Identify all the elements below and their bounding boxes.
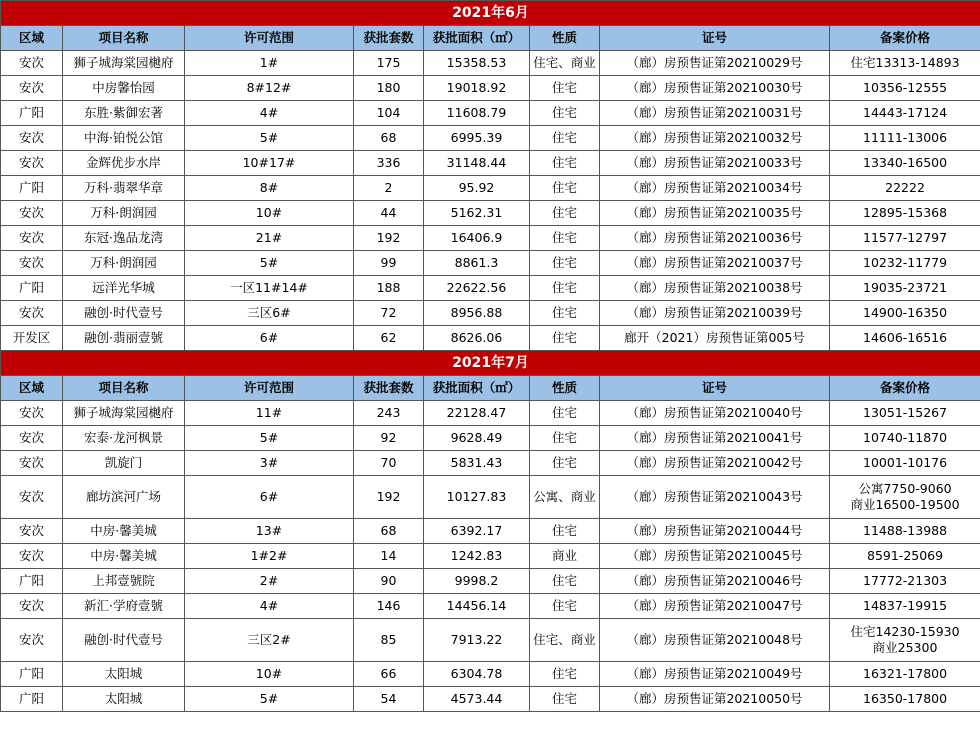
price-cell: [830, 662, 980, 687]
license-cell: （廊）房预售证第20210032号: [600, 126, 830, 151]
price-line: 10356-12555: [863, 80, 948, 95]
type-cell: 住宅: [530, 569, 600, 594]
column-header: 区域: [1, 26, 63, 51]
section-title-row: [1, 1, 980, 26]
section-title: 2021年6月: [1, 1, 980, 26]
area-cell: 安次: [1, 201, 63, 226]
size-cell: 6304.78: [424, 662, 530, 687]
type-cell: 住宅: [530, 276, 600, 301]
units-cell: 175: [354, 51, 424, 76]
section-title-row: [1, 351, 980, 376]
area-cell: 安次: [1, 251, 63, 276]
type-cell: 住宅、商业: [530, 51, 600, 76]
size-cell: 95.92: [424, 176, 530, 201]
license-cell: （廊）房预售证第20210037号: [600, 251, 830, 276]
area-cell: 广阳: [1, 101, 63, 126]
type-cell: 住宅: [530, 251, 600, 276]
size-cell: 8626.06: [424, 326, 530, 351]
price-line: 11111-13006: [863, 130, 948, 145]
area-cell: 安次: [1, 76, 63, 101]
table-row: [1, 51, 980, 76]
column-header: 获批面积（㎡）: [424, 26, 530, 51]
project-name-cell: 东胜·紫御宏著: [63, 101, 185, 126]
area-cell: 安次: [1, 301, 63, 326]
size-cell: 9998.2: [424, 569, 530, 594]
size-cell: 14456.14: [424, 594, 530, 619]
scope-cell: 4#: [185, 594, 354, 619]
price-cell: [830, 476, 980, 519]
table-row: [1, 662, 980, 687]
scope-cell: 3#: [185, 451, 354, 476]
price-cell: [830, 301, 980, 326]
price-line: 10740-11870: [863, 430, 948, 445]
license-cell: （廊）房预售证第20210041号: [600, 426, 830, 451]
price-cell: [830, 176, 980, 201]
scope-cell: 10#17#: [185, 151, 354, 176]
type-cell: 住宅: [530, 662, 600, 687]
area-cell: 安次: [1, 426, 63, 451]
scope-cell: 一区11#14#: [185, 276, 354, 301]
scope-cell: 1#2#: [185, 544, 354, 569]
table-row: [1, 569, 980, 594]
price-line: 商业25300: [872, 640, 938, 655]
units-cell: 92: [354, 426, 424, 451]
area-cell: 安次: [1, 519, 63, 544]
area-cell: 安次: [1, 51, 63, 76]
type-cell: 住宅: [530, 151, 600, 176]
license-cell: （廊）房预售证第20210042号: [600, 451, 830, 476]
project-name-cell: 中房馨怡园: [63, 76, 185, 101]
units-cell: 70: [354, 451, 424, 476]
project-name-cell: 中海·铂悦公馆: [63, 126, 185, 151]
table-row: [1, 544, 980, 569]
units-cell: 192: [354, 476, 424, 519]
scope-cell: 5#: [185, 251, 354, 276]
units-cell: 72: [354, 301, 424, 326]
units-cell: 90: [354, 569, 424, 594]
column-header: 项目名称: [63, 26, 185, 51]
table-row: [1, 176, 980, 201]
project-name-cell: 凯旋门: [63, 451, 185, 476]
price-cell: [830, 101, 980, 126]
area-cell: 安次: [1, 151, 63, 176]
units-cell: 99: [354, 251, 424, 276]
size-cell: 22622.56: [424, 276, 530, 301]
price-cell: [830, 251, 980, 276]
table-row: [1, 251, 980, 276]
area-cell: 广阳: [1, 176, 63, 201]
price-cell: [830, 51, 980, 76]
license-cell: （廊）房预售证第20210047号: [600, 594, 830, 619]
table-row: [1, 226, 980, 251]
type-cell: 住宅: [530, 326, 600, 351]
scope-cell: 6#: [185, 476, 354, 519]
area-cell: 安次: [1, 226, 63, 251]
license-cell: （廊）房预售证第20210029号: [600, 51, 830, 76]
size-cell: 19018.92: [424, 76, 530, 101]
table-row: [1, 101, 980, 126]
scope-cell: 13#: [185, 519, 354, 544]
scope-cell: 1#: [185, 51, 354, 76]
project-name-cell: 远洋光华城: [63, 276, 185, 301]
table-row: [1, 476, 980, 519]
price-cell: [830, 451, 980, 476]
project-name-cell: 东冠·逸品龙湾: [63, 226, 185, 251]
price-line: 10001-10176: [863, 455, 948, 470]
price-line: 13051-15267: [863, 405, 948, 420]
units-cell: 62: [354, 326, 424, 351]
header-row: [1, 26, 980, 51]
column-header: 备案价格: [830, 26, 980, 51]
license-cell: （廊）房预售证第20210038号: [600, 276, 830, 301]
license-cell: （廊）房预售证第20210043号: [600, 476, 830, 519]
size-cell: 31148.44: [424, 151, 530, 176]
units-cell: 68: [354, 126, 424, 151]
price-line: 11577-12797: [863, 230, 948, 245]
column-header: 性质: [530, 376, 600, 401]
price-cell: [830, 544, 980, 569]
column-header: 备案价格: [830, 376, 980, 401]
project-name-cell: 万科·翡翠华章: [63, 176, 185, 201]
license-cell: （廊）房预售证第20210046号: [600, 569, 830, 594]
size-cell: 22128.47: [424, 401, 530, 426]
license-cell: （廊）房预售证第20210039号: [600, 301, 830, 326]
table-body: [1, 1, 980, 712]
scope-cell: 11#: [185, 401, 354, 426]
project-name-cell: 万科·朗润园: [63, 251, 185, 276]
price-line: 住宅14230-15930: [850, 624, 960, 639]
type-cell: 住宅: [530, 594, 600, 619]
column-header: 性质: [530, 26, 600, 51]
units-cell: 180: [354, 76, 424, 101]
units-cell: 85: [354, 619, 424, 662]
size-cell: 9628.49: [424, 426, 530, 451]
license-cell: （廊）房预售证第20210048号: [600, 619, 830, 662]
price-line: 公寓7750-9060: [858, 481, 952, 496]
project-name-cell: 廊坊滨河广场: [63, 476, 185, 519]
price-line: 12895-15368: [863, 205, 948, 220]
units-cell: 336: [354, 151, 424, 176]
type-cell: 住宅: [530, 226, 600, 251]
size-cell: 8861.3: [424, 251, 530, 276]
units-cell: 2: [354, 176, 424, 201]
price-line: 17772-21303: [863, 573, 948, 588]
type-cell: 住宅: [530, 201, 600, 226]
price-cell: [830, 401, 980, 426]
price-line: 10232-11779: [863, 255, 948, 270]
area-cell: 广阳: [1, 687, 63, 712]
price-line: 14606-16516: [863, 330, 948, 345]
table-row: [1, 276, 980, 301]
units-cell: 104: [354, 101, 424, 126]
size-cell: 8956.88: [424, 301, 530, 326]
price-cell: [830, 687, 980, 712]
column-header: 证号: [600, 26, 830, 51]
project-name-cell: 中房·馨美城: [63, 544, 185, 569]
size-cell: 4573.44: [424, 687, 530, 712]
units-cell: 66: [354, 662, 424, 687]
area-cell: 广阳: [1, 662, 63, 687]
size-cell: 15358.53: [424, 51, 530, 76]
scope-cell: 5#: [185, 426, 354, 451]
table-row: [1, 301, 980, 326]
project-name-cell: 融创·时代壹号: [63, 619, 185, 662]
project-name-cell: 融创·时代壹号: [63, 301, 185, 326]
table-row: [1, 126, 980, 151]
area-cell: 安次: [1, 544, 63, 569]
units-cell: 188: [354, 276, 424, 301]
license-cell: （廊）房预售证第20210034号: [600, 176, 830, 201]
project-name-cell: 万科·朗润园: [63, 201, 185, 226]
price-cell: [830, 226, 980, 251]
license-cell: （廊）房预售证第20210031号: [600, 101, 830, 126]
price-line: 住宅13313-14893: [850, 55, 960, 70]
price-cell: [830, 569, 980, 594]
price-line: 22222: [885, 180, 925, 195]
project-name-cell: 新汇·学府壹號: [63, 594, 185, 619]
table-row: [1, 426, 980, 451]
units-cell: 192: [354, 226, 424, 251]
table-row: [1, 594, 980, 619]
units-cell: 146: [354, 594, 424, 619]
project-name-cell: 金辉优步水岸: [63, 151, 185, 176]
size-cell: 11608.79: [424, 101, 530, 126]
column-header: 获批套数: [354, 26, 424, 51]
price-cell: [830, 326, 980, 351]
scope-cell: 5#: [185, 126, 354, 151]
license-cell: （廊）房预售证第20210030号: [600, 76, 830, 101]
license-cell: （廊）房预售证第20210035号: [600, 201, 830, 226]
size-cell: 6392.17: [424, 519, 530, 544]
table-row: [1, 687, 980, 712]
table-row: [1, 451, 980, 476]
area-cell: 安次: [1, 401, 63, 426]
project-name-cell: 上邦壹號院: [63, 569, 185, 594]
project-name-cell: 狮子城海棠园樾府: [63, 51, 185, 76]
type-cell: 住宅: [530, 176, 600, 201]
table-row: [1, 519, 980, 544]
price-line: 14900-16350: [863, 305, 948, 320]
area-cell: 安次: [1, 619, 63, 662]
scope-cell: 10#: [185, 201, 354, 226]
column-header: 证号: [600, 376, 830, 401]
size-cell: 5162.31: [424, 201, 530, 226]
scope-cell: 10#: [185, 662, 354, 687]
price-line: 11488-13988: [863, 523, 948, 538]
license-cell: 廊开（2021）房预售证第005号: [600, 326, 830, 351]
column-header: 获批面积（㎡）: [424, 376, 530, 401]
price-cell: [830, 151, 980, 176]
area-cell: 安次: [1, 594, 63, 619]
scope-cell: 5#: [185, 687, 354, 712]
scope-cell: 2#: [185, 569, 354, 594]
table-row: [1, 326, 980, 351]
project-name-cell: 太阳城: [63, 662, 185, 687]
area-cell: 广阳: [1, 276, 63, 301]
price-line: 14837-19915: [863, 598, 948, 613]
units-cell: 44: [354, 201, 424, 226]
type-cell: 住宅: [530, 101, 600, 126]
price-cell: [830, 619, 980, 662]
area-cell: 开发区: [1, 326, 63, 351]
price-cell: [830, 594, 980, 619]
area-cell: 安次: [1, 476, 63, 519]
units-cell: 14: [354, 544, 424, 569]
type-cell: 住宅: [530, 519, 600, 544]
project-name-cell: 融创·翡丽壹號: [63, 326, 185, 351]
scope-cell: 21#: [185, 226, 354, 251]
type-cell: 住宅: [530, 401, 600, 426]
license-cell: （廊）房预售证第20210044号: [600, 519, 830, 544]
size-cell: 5831.43: [424, 451, 530, 476]
header-row: [1, 376, 980, 401]
size-cell: 10127.83: [424, 476, 530, 519]
type-cell: 住宅: [530, 451, 600, 476]
area-cell: 安次: [1, 451, 63, 476]
size-cell: 7913.22: [424, 619, 530, 662]
type-cell: 商业: [530, 544, 600, 569]
price-cell: [830, 276, 980, 301]
scope-cell: 三区6#: [185, 301, 354, 326]
project-name-cell: 宏泰·龙河枫景: [63, 426, 185, 451]
scope-cell: 8#12#: [185, 76, 354, 101]
column-header: 许可范围: [185, 26, 354, 51]
size-cell: 1242.83: [424, 544, 530, 569]
license-cell: （廊）房预售证第20210050号: [600, 687, 830, 712]
scope-cell: 三区2#: [185, 619, 354, 662]
table-row: [1, 76, 980, 101]
column-header: 许可范围: [185, 376, 354, 401]
license-cell: （廊）房预售证第20210033号: [600, 151, 830, 176]
price-line: 13340-16500: [863, 155, 948, 170]
price-cell: [830, 76, 980, 101]
type-cell: 公寓、商业: [530, 476, 600, 519]
scope-cell: 4#: [185, 101, 354, 126]
scope-cell: 6#: [185, 326, 354, 351]
price-line: 19035-23721: [863, 280, 948, 295]
column-header: 项目名称: [63, 376, 185, 401]
area-cell: 广阳: [1, 569, 63, 594]
license-cell: （廊）房预售证第20210045号: [600, 544, 830, 569]
price-cell: [830, 126, 980, 151]
type-cell: 住宅: [530, 687, 600, 712]
table-row: [1, 151, 980, 176]
project-name-cell: 狮子城海棠园樾府: [63, 401, 185, 426]
units-cell: 243: [354, 401, 424, 426]
project-name-cell: 中房·馨美城: [63, 519, 185, 544]
price-cell: [830, 519, 980, 544]
units-cell: 68: [354, 519, 424, 544]
price-cell: [830, 426, 980, 451]
table-row: [1, 619, 980, 662]
column-header: 区域: [1, 376, 63, 401]
license-cell: （廊）房预售证第20210036号: [600, 226, 830, 251]
column-header: 获批套数: [354, 376, 424, 401]
price-line: 8591-25069: [867, 548, 944, 563]
project-name-cell: 太阳城: [63, 687, 185, 712]
section-title: 2021年7月: [1, 351, 980, 376]
type-cell: 住宅: [530, 301, 600, 326]
size-cell: 16406.9: [424, 226, 530, 251]
price-line: 16321-17800: [863, 666, 948, 681]
type-cell: 住宅: [530, 426, 600, 451]
price-line: 16350-17800: [863, 691, 948, 706]
price-cell: [830, 201, 980, 226]
license-cell: （廊）房预售证第20210040号: [600, 401, 830, 426]
price-line: 商业16500-19500: [850, 497, 960, 512]
size-cell: 6995.39: [424, 126, 530, 151]
table-row: [1, 201, 980, 226]
license-cell: （廊）房预售证第20210049号: [600, 662, 830, 687]
units-cell: 54: [354, 687, 424, 712]
area-cell: 安次: [1, 126, 63, 151]
price-line: 14443-17124: [863, 105, 948, 120]
type-cell: 住宅: [530, 76, 600, 101]
table-row: [1, 401, 980, 426]
scope-cell: 8#: [185, 176, 354, 201]
type-cell: 住宅: [530, 126, 600, 151]
type-cell: 住宅、商业: [530, 619, 600, 662]
